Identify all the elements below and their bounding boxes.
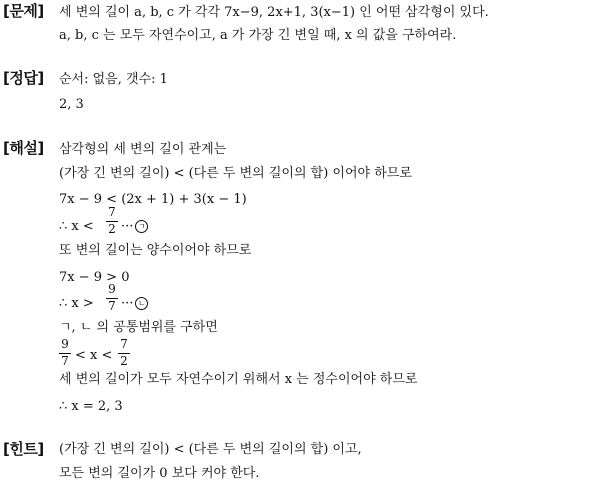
solution-line-5: 또 변의 길이는 양수이어야 하므로 [59, 243, 252, 258]
answer-values: 2, 3 [59, 97, 84, 112]
answer-tag: [정답] [3, 69, 44, 87]
solution-step1-dots: ··· [121, 219, 134, 234]
solution-inequality-1: 7x − 9 < (2x + 1) + 3(x − 1) [59, 192, 247, 207]
solution-range-left-numerator: 9 [61, 337, 69, 351]
solution-line-10: 세 변의 길이가 모두 자연수이기 위해서 x 는 정수이어야 하므로 [59, 372, 418, 387]
solution-step1-tail [121, 218, 148, 235]
problem-line-1: 세 변의 길이 a, b, c 가 각각 7x−9, 2x+1, 3(x−1) 인 어떤 삼각형이 있다. [59, 5, 489, 20]
solution-range-right-numerator: 7 [120, 337, 128, 351]
hint-tag: [힌트] [3, 440, 44, 458]
hint-line-1: (가장 긴 변의 길이) < (다른 두 변의 길이의 합) 이고, [59, 442, 362, 457]
hint-line-2: 모든 변의 길이가 0 보다 커야 한다. [59, 466, 260, 481]
solution-range-right-denominator: 2 [120, 354, 128, 368]
solution-step2-tail [121, 295, 148, 312]
solution-line-1: 삼각형의 세 변의 길이 관계는 [59, 142, 227, 157]
solution-inequality-2: 7x − 9 > 0 [59, 270, 130, 285]
solution-step1-numerator: 7 [108, 205, 116, 219]
solution-line-8: ㄱ, ㄴ 의 공통범위를 구하면 [59, 320, 218, 335]
solution-step2-denominator: 7 [108, 299, 116, 313]
solution-step2-numerator: 9 [108, 282, 116, 296]
solution-step2-prefix: ∴ x > [59, 296, 94, 311]
solution-tag: [해설] [3, 139, 44, 157]
circled-nieun-mark: ㄴ [135, 297, 148, 310]
solution-range-middle: < x < [75, 348, 113, 363]
solution-step1-prefix: ∴ x < [59, 219, 94, 234]
circled-giyeok-mark: ㄱ [135, 220, 148, 233]
problem-tag: [문제] [3, 2, 44, 20]
solution-conclusion: ∴ x = 2, 3 [59, 399, 123, 414]
solution-step1-denominator: 2 [108, 222, 116, 236]
problem-line-2: a, b, c 는 모두 자연수이고, a 가 가장 긴 변일 때, x 의 값을 구하여라. [59, 28, 457, 43]
solution-step2-dots: ··· [121, 296, 134, 311]
solution-line-2: (가장 긴 변의 길이) < (다른 두 변의 길이의 합) 이어야 하므로 [59, 166, 412, 181]
answer-order-count: 순서: 없음, 갯수: 1 [59, 72, 168, 87]
solution-range-left-denominator: 7 [61, 354, 69, 368]
